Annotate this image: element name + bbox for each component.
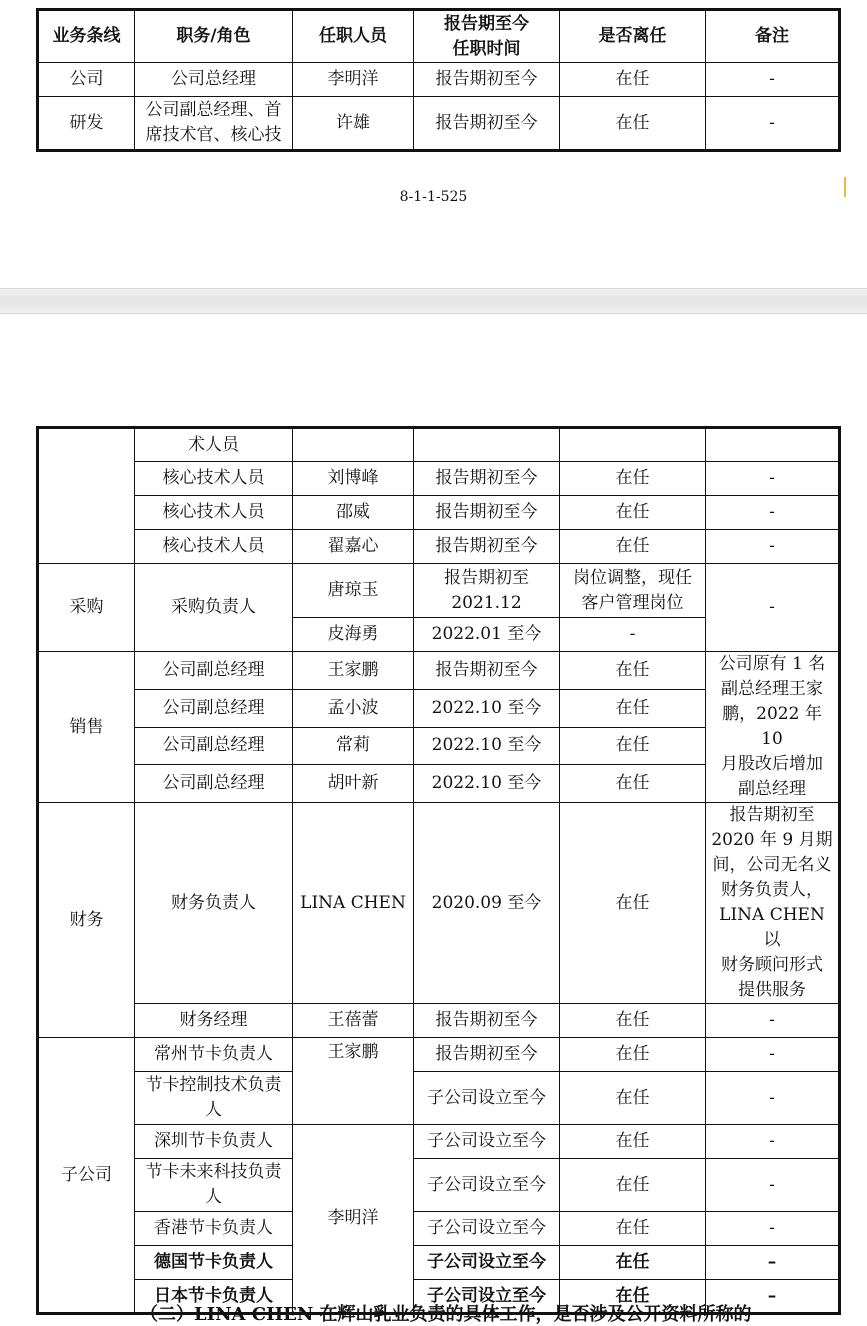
cell-role-line2: 席技术官、核心技: [145, 125, 282, 145]
cell-status: 在任: [560, 1125, 706, 1159]
cell-remark: -: [706, 496, 840, 530]
table-row: [38, 496, 840, 530]
table-row: [38, 1038, 840, 1072]
header-status: 是否离任: [560, 10, 706, 63]
cell-role-line2: 人: [205, 1100, 222, 1120]
page-number: 8-1-1-525: [399, 189, 468, 205]
cell-remark-sales: [706, 652, 840, 803]
remark-line: 副总经理王家: [721, 679, 823, 699]
cell-person: 许雄: [293, 97, 414, 151]
cell-role-line1: 公司副总经理、首: [145, 100, 282, 120]
cell-remark: -: [706, 63, 840, 97]
cell-line-rd-continued: [38, 428, 135, 564]
cell-period: 报告期初至今: [414, 1038, 560, 1072]
cell-status: 在任: [560, 1038, 706, 1072]
header-period: [414, 10, 560, 63]
remark-line: 公司原有 1 名: [718, 654, 826, 674]
cell-period: 报告期初至今: [414, 63, 560, 97]
remark-line: 报告期初至: [729, 805, 815, 825]
cell-status: 在任: [560, 803, 706, 1004]
cell-status: 在任: [560, 727, 706, 765]
table-row: [38, 1004, 840, 1038]
cell-remark: -: [706, 1212, 840, 1246]
cell-person: 唐琼玉: [293, 564, 414, 618]
table-row: [38, 803, 840, 1004]
remark-line: LINA CHEN 以: [719, 905, 825, 950]
cell-status: 在任: [560, 462, 706, 496]
cell-role-line1: 节卡控制技术负责: [145, 1075, 282, 1095]
cell-status: 在任: [560, 97, 706, 151]
cell-remark: -: [706, 1072, 840, 1125]
table-row: [38, 1246, 840, 1280]
cell-period: 报告期初至今: [414, 530, 560, 564]
cell-period: 报告期初至今: [414, 97, 560, 151]
cell-period: [414, 564, 560, 618]
cell-period: 报告期初至今: [414, 1004, 560, 1038]
cell-status: 在任: [560, 1072, 706, 1125]
cell-status: 在任: [560, 496, 706, 530]
remark-line: 间，公司无名义: [712, 855, 832, 875]
cell-role: [135, 1159, 293, 1212]
cell-status: 在任: [560, 1212, 706, 1246]
cell-role: 核心技术人员: [135, 496, 293, 530]
cell-status: 在任: [560, 1159, 706, 1212]
cell-role: 财务负责人: [135, 803, 293, 1004]
cell-role: 德国节卡负责人: [135, 1246, 293, 1280]
table-row: [38, 1212, 840, 1246]
cell-period: 子公司设立至今: [414, 1212, 560, 1246]
cell-line: 公司: [38, 63, 135, 97]
cell-remark: -: [706, 564, 840, 652]
cell-period: 报告期初至今: [414, 496, 560, 530]
remark-line: 月股改后增加: [721, 754, 823, 774]
table-row: [38, 652, 840, 690]
remark-line: 提供服务: [738, 980, 806, 1000]
remark-line: 鹏，2022 年 10: [722, 704, 822, 749]
cell-period: 2022.10 至今: [414, 727, 560, 765]
table-row: [38, 1159, 840, 1212]
cell-period: 2020.09 至今: [414, 803, 560, 1004]
header-period-line1: 报告期至今: [444, 13, 529, 34]
remark-line: 财务负责人，: [721, 880, 823, 900]
cell-role: 术人员: [135, 428, 293, 462]
cell-role: 深圳节卡负责人: [135, 1125, 293, 1159]
cell-remark: –: [706, 1246, 840, 1280]
cell-period: [414, 428, 560, 462]
cell-line-purchase: 采购: [38, 564, 135, 652]
cell-person: 皮海勇: [293, 618, 414, 652]
cell-remark: -: [706, 1038, 840, 1072]
cell-role: 采购负责人: [135, 564, 293, 652]
cell-period: 2022.10 至今: [414, 689, 560, 727]
cell-role: 日本节卡负责人: [135, 1280, 293, 1314]
cell-remark: -: [706, 462, 840, 496]
remark-line: 2020 年 9 月期: [711, 830, 833, 850]
table-row: [38, 530, 840, 564]
cell-role: 财务经理: [135, 1004, 293, 1038]
cell-line-subsidiary: 子公司: [38, 1038, 135, 1314]
staff-table-continued: [36, 426, 841, 1315]
cell-status: 在任: [560, 1004, 706, 1038]
cell-line-finance: 财务: [38, 803, 135, 1038]
table-row: [38, 1125, 840, 1159]
section-heading-cutoff: （二）LINA CHEN 在辉山乳业负责的具体工作，是否涉及公开资料所称的: [140, 1304, 752, 1325]
page-separator: [0, 288, 867, 314]
cell-period-line1: 报告期初至: [444, 567, 529, 588]
cell-period-line2: 2021.12: [451, 592, 522, 613]
cell-role-line2: 人: [205, 1187, 222, 1207]
table-header-row: [38, 10, 840, 63]
cell-remark: -: [706, 1004, 840, 1038]
table-row: [38, 1072, 840, 1125]
cell-remark: -: [706, 1159, 840, 1212]
staff-table-top: [36, 8, 841, 152]
cell-role: 公司副总经理: [135, 765, 293, 803]
cell-role: 公司总经理: [135, 63, 293, 97]
table-row: [38, 97, 840, 151]
table-row: [38, 63, 840, 97]
cell-role: 香港节卡负责人: [135, 1212, 293, 1246]
cell-person: LINA CHEN: [293, 803, 414, 1004]
cell-period: 2022.01 至今: [414, 618, 560, 652]
cell-remark: [706, 428, 840, 462]
header-person: 任职人员: [293, 10, 414, 63]
cell-period: 2022.10 至今: [414, 765, 560, 803]
cell-role: 常州节卡负责人: [135, 1038, 293, 1072]
cell-person: 王蓓蕾: [293, 1004, 414, 1038]
cell-role: 核心技术人员: [135, 530, 293, 564]
cell-line-sales: 销售: [38, 652, 135, 803]
cell-role: [135, 97, 293, 151]
cell-status: 在任: [560, 530, 706, 564]
cell-period: 子公司设立至今: [414, 1125, 560, 1159]
table-row: [38, 428, 840, 462]
cell-role-line1: 节卡未来科技负责: [145, 1162, 282, 1182]
cell-status: 在任: [560, 689, 706, 727]
cell-role: 公司副总经理: [135, 727, 293, 765]
cell-status: 在任: [560, 1246, 706, 1280]
cell-person: 王家鹏: [293, 1038, 414, 1125]
cell-status: 在任: [560, 765, 706, 803]
cell-remark: -: [706, 97, 840, 151]
header-period-line2: 任职时间: [452, 38, 521, 59]
cell-line: 研发: [38, 97, 135, 151]
cell-remark: -: [706, 1125, 840, 1159]
cell-status: -: [560, 618, 706, 652]
cell-person: 李明洋: [293, 63, 414, 97]
cell-period: 报告期初至今: [414, 652, 560, 690]
remark-line: 财务顾问形式: [721, 955, 823, 975]
cell-status-line2: 客户管理岗位: [581, 592, 684, 613]
remark-line: 副总经理: [738, 779, 806, 799]
cell-remark: –: [706, 1280, 840, 1314]
cell-person: 胡叶新: [293, 765, 414, 803]
table-row: [38, 462, 840, 496]
cell-person: 邵威: [293, 496, 414, 530]
cell-status: 在任: [560, 652, 706, 690]
cell-remark: -: [706, 530, 840, 564]
cell-role: 核心技术人员: [135, 462, 293, 496]
header-remark: 备注: [706, 10, 840, 63]
cell-role: 公司副总经理: [135, 652, 293, 690]
cell-status-line1: 岗位调整，现任: [573, 567, 692, 588]
cell-role: [135, 1072, 293, 1125]
cell-status: [560, 428, 706, 462]
cell-person: 常莉: [293, 727, 414, 765]
cell-period: 子公司设立至今: [414, 1072, 560, 1125]
cell-status: 在任: [560, 1280, 706, 1314]
cell-period: 子公司设立至今: [414, 1159, 560, 1212]
cell-person: 孟小波: [293, 689, 414, 727]
cell-remark-finance: [706, 803, 840, 1004]
cell-status: [560, 564, 706, 618]
header-business-line: 业务条线: [38, 10, 135, 63]
cell-period: 子公司设立至今: [414, 1246, 560, 1280]
cell-period: 子公司设立至今: [414, 1280, 560, 1314]
cell-person: 王家鹏: [293, 652, 414, 690]
cell-person: 翟嘉心: [293, 530, 414, 564]
cell-person: [293, 428, 414, 462]
header-role: 职务/角色: [135, 10, 293, 63]
cell-period: 报告期初至今: [414, 462, 560, 496]
cell-role: 公司副总经理: [135, 689, 293, 727]
cell-person: 刘博峰: [293, 462, 414, 496]
cell-person: 李明洋: [293, 1125, 414, 1314]
cell-status: 在任: [560, 63, 706, 97]
table-row: [38, 564, 840, 618]
